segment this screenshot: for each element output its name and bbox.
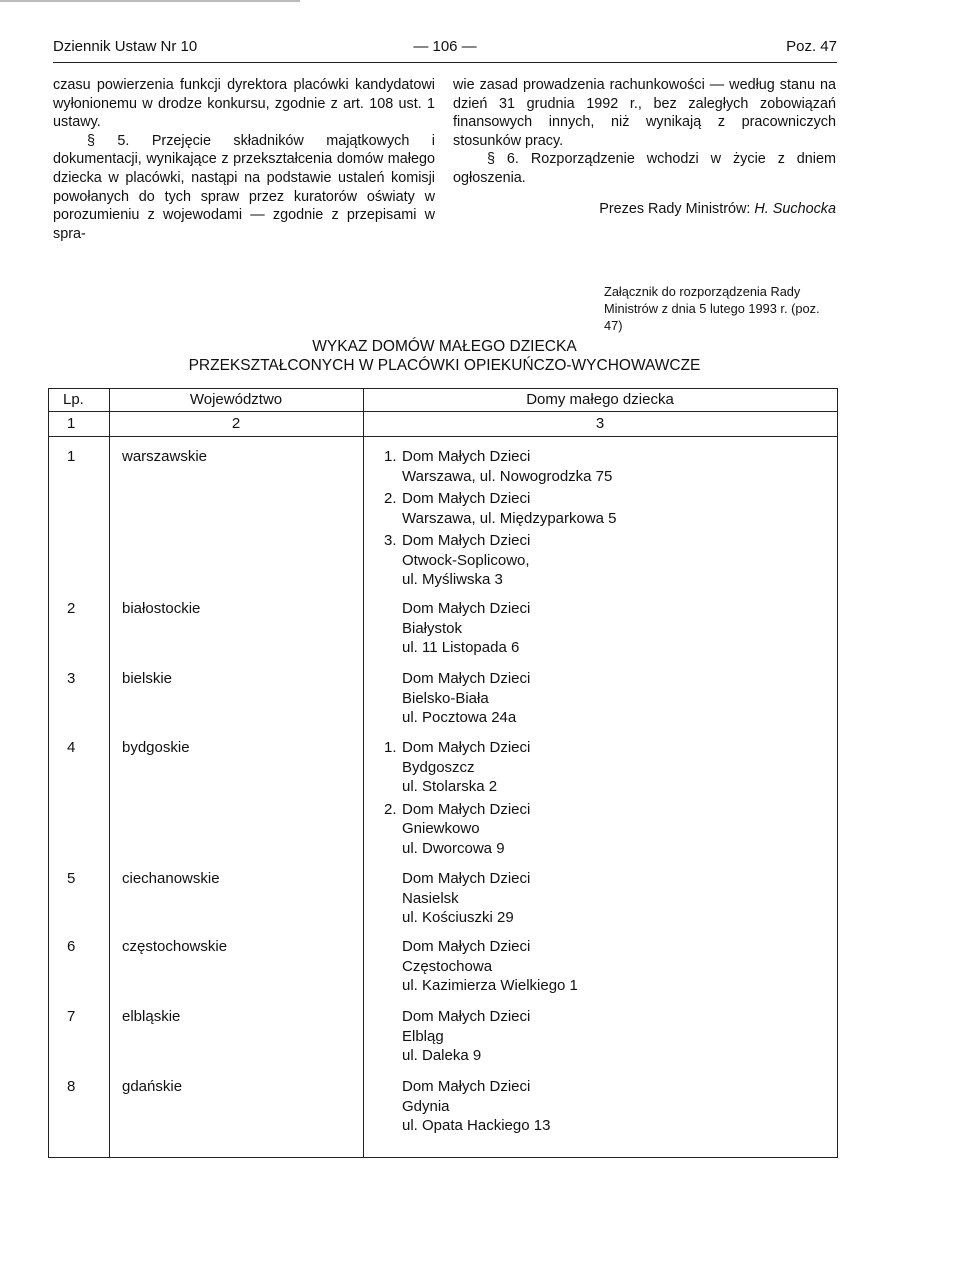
- address-line: ul. Stolarska 2: [402, 778, 498, 795]
- address-line: Dom Małych Dzieci: [402, 670, 531, 687]
- row-number: 1: [67, 448, 76, 465]
- home-entry: [374, 800, 530, 859]
- entry-number: 2.: [384, 800, 397, 818]
- numbering-homes: 3: [595, 415, 605, 432]
- annex-note: Załącznik do rozporządzenia Rady Ministrów z dnia 5 lutego 1993 r. (poz. 47): [604, 284, 820, 333]
- row-divider: [49, 411, 837, 412]
- address-line: Częstochowa: [402, 957, 493, 975]
- paragraph-section-5: § 5. Przejęcie składników majątkowych i dokumentacji, wynikające z przekształcenia domów małego dziecka w placówki, nastąpi na podstawie ustaleń komisji powołanych do tych spraw przez kuratorów oświaty w porozumieniu z wojewodami — zgodnie z przepisami w spra-: [53, 132, 435, 242]
- homes-list: [374, 1007, 530, 1069]
- signature-prefix: Prezes Rady Ministrów:: [599, 200, 755, 217]
- address-line: Dom Małych Dzieci: [402, 600, 531, 617]
- entry-number: 1.: [384, 448, 397, 465]
- signature-name: H. Suchocka: [754, 200, 836, 217]
- address-line: Dom Małych Dzieci: [402, 1078, 531, 1095]
- row-number: 6: [67, 938, 76, 955]
- address-line: Dom Małych Dzieci: [402, 490, 531, 507]
- homes-list: [374, 669, 530, 731]
- left-text-column: [53, 76, 435, 243]
- home-entry: [374, 937, 578, 996]
- home-entry: [374, 447, 617, 486]
- address-line: ul. Opata Hackiego 13: [402, 1117, 551, 1134]
- signature-line: [453, 200, 836, 219]
- home-entry: [374, 1077, 550, 1136]
- paragraph-continuation: czasu powierzenia funkcji dyrektora placówki kandydatowi wyłonionemu w drodze konkursu, zgodnie z art. 108 ust. 1 ustawy.: [53, 77, 435, 131]
- entry-number: 3.: [384, 532, 397, 549]
- title-line-1: WYKAZ DOMÓW MAŁEGO DZIECKA: [312, 338, 577, 355]
- home-entry: [374, 1007, 530, 1066]
- address-line: Dom Małych Dzieci: [402, 938, 531, 955]
- numbering-voivodeship: 2: [231, 415, 241, 432]
- address-line: ul. 11 Listopada 6: [402, 639, 520, 656]
- homes-list: [374, 1077, 550, 1139]
- paragraph-section-6: § 6. Rozporządzenie wchodzi w życie z dniem ogłoszenia.: [453, 151, 836, 186]
- voivodeship-name: ciechanowskie: [122, 870, 220, 887]
- voivodeship-name: częstochowskie: [122, 938, 228, 955]
- row-number: 2: [67, 600, 76, 617]
- homes-list: [374, 738, 530, 861]
- row-divider: [49, 436, 837, 437]
- homes-table: [48, 388, 838, 1158]
- column-divider: [363, 389, 364, 1157]
- numbering-lp: 1: [67, 415, 76, 432]
- homes-list: [374, 937, 578, 999]
- top-edge-rule: [0, 0, 300, 2]
- row-number: 3: [67, 670, 76, 687]
- address-line: Dom Małych Dzieci: [402, 870, 531, 887]
- document-title: [53, 337, 836, 375]
- title-line-2: PRZEKSZTAŁCONYCH W PLACÓWKI OPIEKUŃCZO-WYCHOWAWCZE: [188, 357, 701, 374]
- address-line: Dom Małych Dzieci: [402, 532, 531, 549]
- home-entry: [374, 738, 530, 797]
- journal-title: Dziennik Ustaw Nr 10: [53, 38, 198, 55]
- voivodeship-name: gdańskie: [122, 1078, 183, 1095]
- address-line: ul. Kazimierza Wielkiego 1: [402, 977, 578, 994]
- header-homes: Domy małego dziecka: [526, 391, 674, 408]
- page-number: — 106 —: [413, 38, 477, 55]
- row-number: 5: [67, 870, 76, 887]
- header-divider: [53, 62, 837, 63]
- address-line: Gdynia: [402, 1097, 450, 1115]
- address-line: Dom Małych Dzieci: [402, 1008, 531, 1025]
- home-entry: [374, 869, 530, 928]
- page-header: [53, 38, 837, 60]
- homes-list: [374, 447, 617, 593]
- row-number: 8: [67, 1078, 76, 1095]
- address-line: Białystok: [402, 619, 463, 637]
- address-line: Bielsko-Biała: [402, 689, 489, 707]
- address-line: Bydgoszcz: [402, 758, 475, 776]
- address-line: Dom Małych Dzieci: [402, 739, 531, 756]
- home-entry: [374, 531, 617, 590]
- header-voivodeship: Województwo: [189, 391, 283, 408]
- row-number: 7: [67, 1008, 76, 1025]
- entry-number: 1.: [384, 739, 397, 756]
- address-line: Warszawa, ul. Międzyparkowa 5: [402, 509, 617, 527]
- voivodeship-name: białostockie: [122, 600, 201, 617]
- homes-list: [374, 869, 530, 931]
- home-entry: [374, 489, 617, 528]
- voivodeship-name: bydgoskie: [122, 739, 190, 756]
- address-line: Dom Małych Dzieci: [402, 448, 531, 465]
- row-number: 4: [67, 739, 76, 756]
- position-number: Poz. 47: [786, 38, 837, 55]
- home-entry: [374, 669, 530, 728]
- homes-list: [374, 599, 530, 661]
- address-line: Warszawa, ul. Nowogrodzka 75: [402, 467, 613, 485]
- address-line: ul. Pocztowa 24a: [402, 709, 517, 726]
- address-line: ul. Kościuszki 29: [402, 909, 514, 926]
- right-text-column: [453, 76, 836, 218]
- address-line: Dom Małych Dzieci: [402, 800, 531, 818]
- entry-number: 2.: [384, 490, 397, 507]
- paragraph-continuation-right: wie zasad prowadzenia rachunkowości — według stanu na dzień 31 grudnia 1992 r., bez zaległych zobowiązań finansowych innych, niż wynikają z pracowniczych stosunków pracy.: [453, 77, 836, 149]
- address-line: ul. Myśliwska 3: [402, 571, 503, 588]
- address-line: Elbląg: [402, 1027, 444, 1045]
- voivodeship-name: elbląskie: [122, 1008, 181, 1025]
- address-line: Otwock-Soplicowo,: [402, 551, 530, 569]
- voivodeship-name: warszawskie: [122, 448, 208, 465]
- address-line: ul. Daleka 9: [402, 1047, 482, 1064]
- home-entry: [374, 599, 530, 658]
- header-lp: Lp.: [63, 391, 84, 408]
- column-divider: [109, 389, 110, 1157]
- address-line: Nasielsk: [402, 889, 459, 907]
- address-line: ul. Dworcowa 9: [402, 839, 505, 857]
- voivodeship-name: bielskie: [122, 670, 173, 687]
- address-line: Gniewkowo: [402, 820, 480, 837]
